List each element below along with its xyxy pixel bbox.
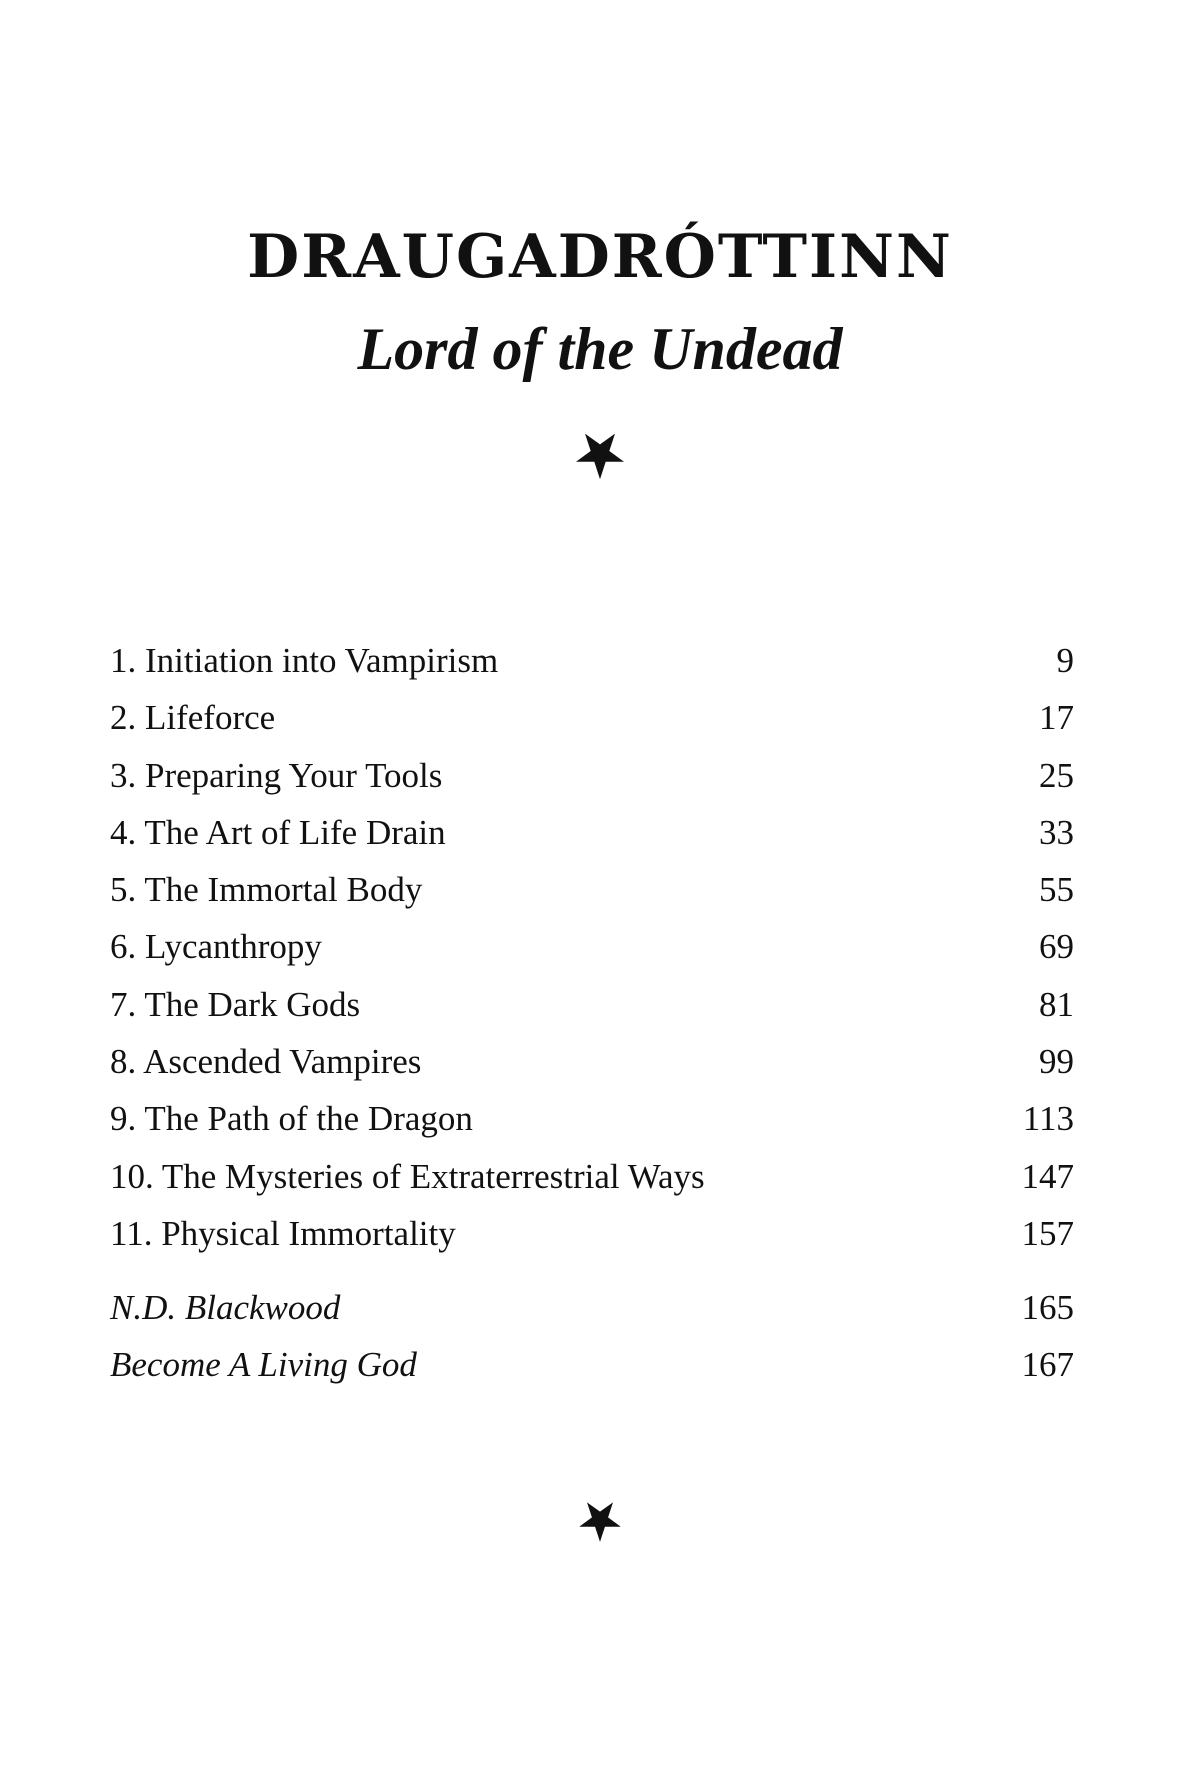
- toc-entry-page: 17: [1039, 698, 1074, 738]
- toc-entry-title: 7. The Dark Gods: [110, 984, 361, 1024]
- toc-entry-10[interactable]: [110, 1148, 1074, 1205]
- star-icon: [570, 424, 630, 484]
- toc-entry-title: 10. The Mysteries of Extraterrestrial Ways: [110, 1156, 705, 1196]
- toc-entry-title: 4. The Art of Life Drain: [110, 812, 446, 852]
- toc-entry-title: 1. Initiation into Vampirism: [110, 641, 499, 680]
- toc-entry-8[interactable]: [110, 1033, 1074, 1090]
- toc-entry-page: 81: [1039, 984, 1074, 1024]
- back-matter-title: Become A Living God: [110, 1345, 417, 1385]
- toc-entry-6[interactable]: [110, 918, 1074, 975]
- toc-entry-title: 11. Physical Immortality: [110, 1213, 456, 1253]
- back-matter-page: 165: [1021, 1288, 1074, 1327]
- toc-entry-page: 55: [1039, 870, 1074, 910]
- toc-entry-page: 25: [1039, 755, 1074, 795]
- toc-entry-title: 3. Preparing Your Tools: [110, 755, 443, 795]
- toc-entry-1[interactable]: [110, 632, 1074, 689]
- table-of-contents: [110, 632, 1074, 1262]
- toc-entry-9[interactable]: [110, 1090, 1074, 1147]
- star-icon: [574, 1494, 626, 1546]
- back-matter-list: [110, 1279, 1074, 1394]
- toc-entry-5[interactable]: [110, 861, 1074, 918]
- toc-entry-page: 9: [1056, 641, 1074, 680]
- toc-entry-page: 33: [1039, 812, 1074, 852]
- back-matter-title: N.D. Blackwood: [110, 1288, 341, 1327]
- toc-entry-page: 113: [1022, 1099, 1074, 1139]
- toc-entry-page: 99: [1039, 1042, 1074, 1082]
- toc-entry-4[interactable]: [110, 804, 1074, 861]
- back-matter-entry-author[interactable]: [110, 1279, 1074, 1336]
- toc-entry-title: 6. Lycanthropy: [110, 927, 322, 967]
- toc-entry-title: 5. The Immortal Body: [110, 870, 423, 910]
- toc-entry-title: 2. Lifeforce: [110, 698, 276, 738]
- toc-entry-page: 69: [1039, 927, 1074, 967]
- toc-entry-7[interactable]: [110, 976, 1074, 1033]
- back-matter-page: 167: [1021, 1345, 1074, 1385]
- toc-entry-2[interactable]: [110, 689, 1074, 746]
- toc-entry-page: 147: [1021, 1156, 1074, 1196]
- book-title: DRAUGADRÓTTINN: [247, 222, 953, 292]
- toc-entry-title: 8. Ascended Vampires: [110, 1042, 422, 1082]
- toc-entry-title: 9. The Path of the Dragon: [110, 1099, 473, 1139]
- book-subtitle: Lord of the Undead: [357, 316, 843, 382]
- back-matter-entry-book[interactable]: [110, 1336, 1074, 1393]
- toc-entry-3[interactable]: [110, 747, 1074, 804]
- toc-entry-11[interactable]: [110, 1205, 1074, 1262]
- toc-entry-page: 157: [1021, 1213, 1074, 1253]
